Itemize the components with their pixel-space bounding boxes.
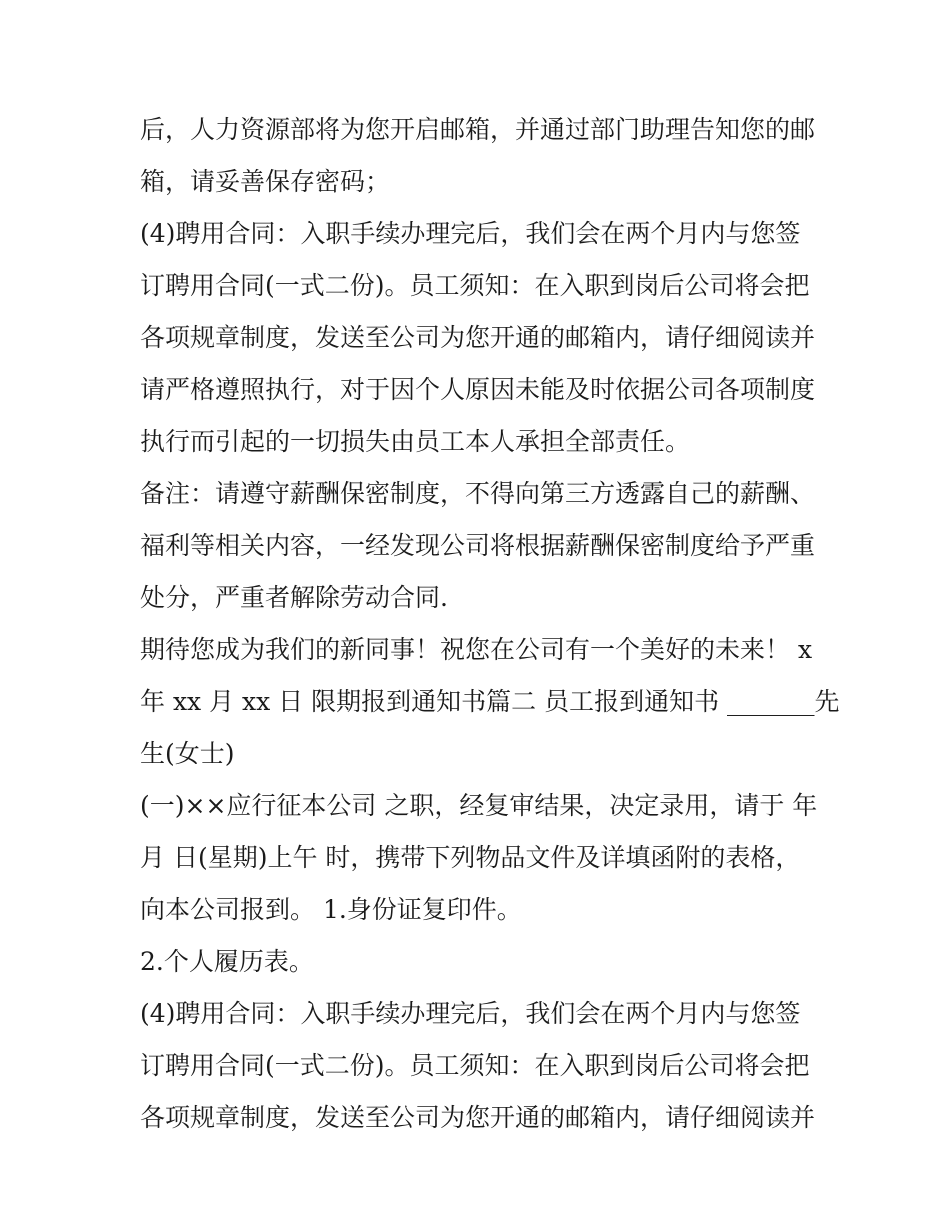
- text-line: 处分，严重者解除劳动合同.: [140, 583, 448, 612]
- text-line: 请严格遵照执行，对于因个人原因未能及时依据公司各项制度: [140, 375, 816, 404]
- text-line: 箱，请妥善保存密码；: [140, 167, 391, 196]
- text-line: 订聘用合同(一式二份)。员工须知：在入职到岗后公司将会把: [140, 271, 810, 300]
- text-line: (4)聘用合同：入职手续办理完后，我们会在两个月内与您签: [140, 219, 801, 248]
- text-line: 向本公司报到。 1.身份证复印件。: [140, 895, 522, 924]
- text-line: (一)××应行征本公司 之职，经复审结果，决定录用，请于 年: [140, 791, 818, 820]
- text-line: 订聘用合同(一式二份)。员工须知：在入职到岗后公司将会把: [140, 1051, 810, 1080]
- text-line: 月 日(星期)上午 时，携带下列物品文件及详填函附的表格，: [140, 843, 801, 872]
- text-line: (4)聘用合同：入职手续办理完后，我们会在两个月内与您签: [140, 999, 801, 1028]
- text-line: 各项规章制度，发送至公司为您开通的邮箱内，请仔细阅读并: [140, 323, 816, 352]
- document-body: [140, 104, 840, 1144]
- text-line: 年 xx 月 xx 日 限期报到通知书篇二 员工报到通知书 _______先: [140, 687, 840, 716]
- text-line: 福利等相关内容，一经发现公司将根据薪酬保密制度给予严重: [140, 531, 816, 560]
- text-line: 后，人力资源部将为您开启邮箱，并通过部门助理告知您的邮: [140, 115, 816, 144]
- text-line: 期待您成为我们的新同事！祝您在公司有一个美好的未来！ x: [140, 635, 813, 664]
- text-line: 2.个人履历表。: [140, 947, 314, 976]
- text-line: 执行而引起的一切损失由员工本人承担全部责任。: [140, 427, 691, 456]
- text-line: 生(女士): [140, 739, 235, 768]
- text-line: 备注：请遵守薪酬保密制度，不得向第三方透露自己的薪酬、: [140, 479, 816, 508]
- text-line: 各项规章制度，发送至公司为您开通的邮箱内，请仔细阅读并: [140, 1103, 816, 1132]
